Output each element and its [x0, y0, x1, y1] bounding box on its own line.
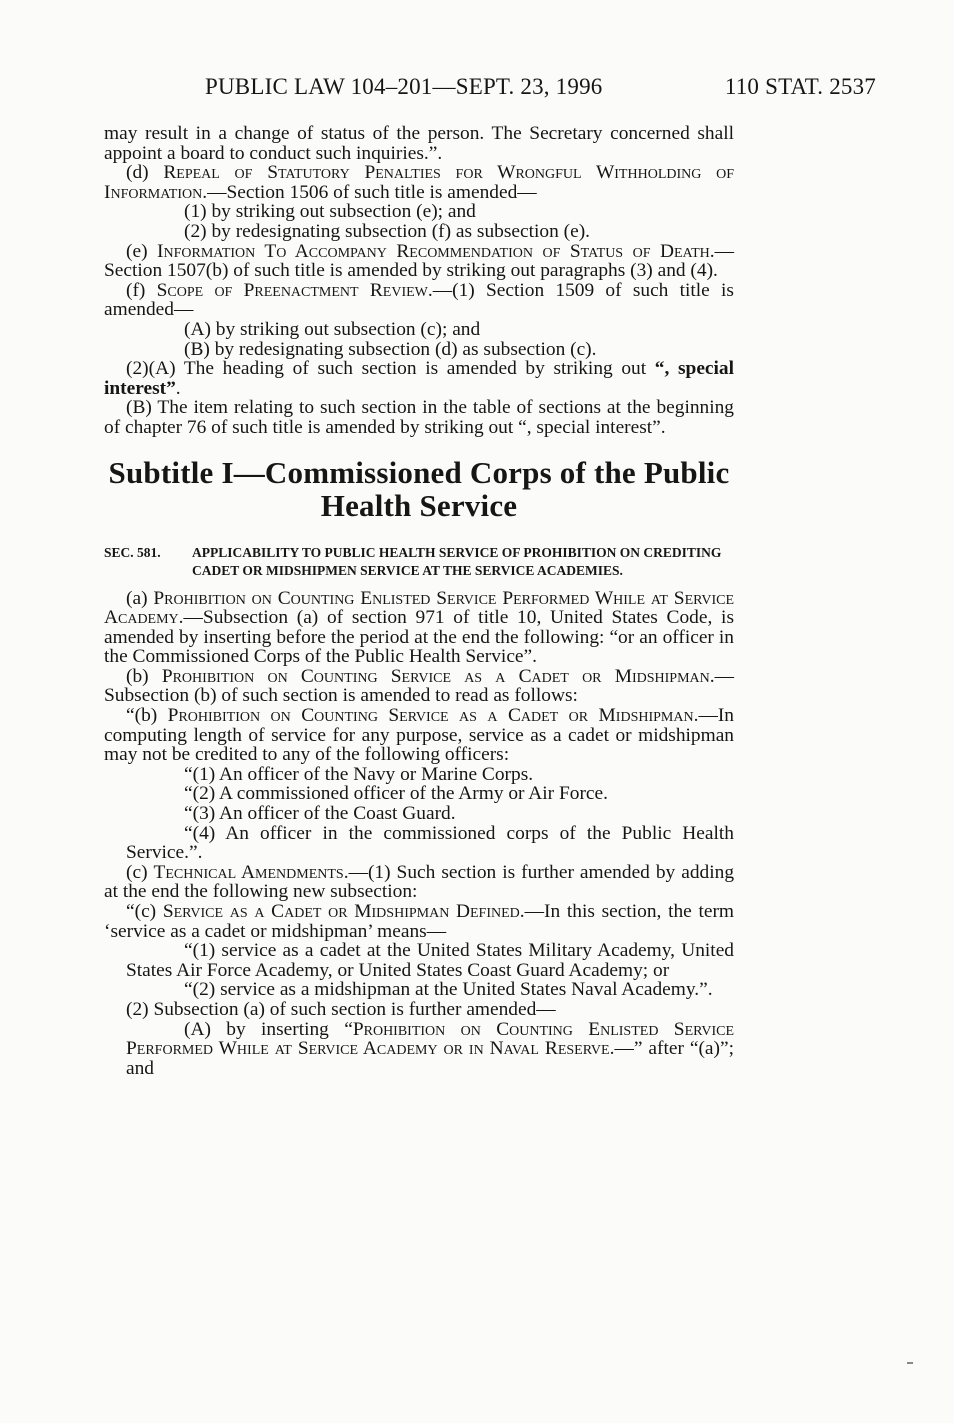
document-body [104, 124, 734, 1078]
bold-text: “, special interest” [104, 358, 735, 399]
paragraph-d2 [104, 222, 734, 242]
text: (A) by inserting “ [184, 1018, 353, 1040]
heading: Repeal of Statutory Penalties for Wrongful Withholding of Information. [104, 162, 734, 203]
text: —(1) Such section is further amended by adding at the end the following new subsection: [104, 861, 735, 903]
paragraph-continuation [104, 124, 734, 163]
paragraph-c2A [104, 1020, 734, 1079]
paragraph-quoted-b [104, 706, 734, 765]
scan-speck [907, 1362, 913, 1364]
paragraph-qc2 [104, 980, 734, 1000]
paragraph-q4 [104, 824, 734, 863]
text: —Section 1506 of such title is amended— [207, 181, 537, 203]
text: may result in a change of status of the person. The Secretary concerned shall appoint a board to conduct such inquiries.”. [104, 123, 734, 164]
paragraph-q3 [104, 804, 734, 824]
text: (2) Subsection (a) of such section is further amended— [126, 998, 556, 1020]
heading: Prohibition on Counting Service as a Cadet or Midshipman. [167, 705, 699, 727]
label: (f) [126, 279, 157, 301]
text: (A) by striking out subsection (c); and [184, 318, 481, 340]
label: (e) [126, 240, 158, 262]
text: “(3) An officer of the Coast Guard. [184, 803, 456, 825]
text: —In computing length of service for any purpose, service as a cadet or midshipman may not be credited to any of the following officers: [104, 705, 734, 766]
text: —” after “(a)”; and [126, 1038, 734, 1079]
label: (d) [126, 162, 164, 184]
text: “(4) An officer in the commissioned corps of the Public Health Service.”. [126, 822, 734, 864]
paragraph-qc1 [104, 941, 734, 980]
subtitle-heading: Subtitle I—Commissioned Corps of the Public Health Service [108, 454, 730, 523]
label: “(b) [126, 705, 168, 727]
text: “(1) service as a cadet at the United States Military Academy, United States Air Force Academy, or United States Coast Guard Academy; or [126, 940, 734, 981]
paragraph-c2 [104, 1000, 734, 1020]
text: (2) by redesignating subsection (f) as subsection (e). [184, 220, 591, 242]
paragraph-fB [104, 340, 734, 360]
paragraph-f2B [104, 398, 734, 437]
page-number: 110 STAT. 2537 [724, 74, 876, 99]
text: “(2) A commissioned officer of the Army or Air Force. [184, 783, 608, 805]
text: . [175, 377, 181, 399]
heading: Prohibition on Counting Enlisted Service Performed While at Service Academy or in Naval Reserve. [126, 1018, 734, 1060]
paragraph-f [104, 281, 734, 320]
paragraph-e [104, 242, 734, 281]
paragraph-b [104, 667, 734, 706]
heading: Service as a Cadet or Midshipman Defined. [162, 901, 525, 922]
paragraph-d [104, 163, 734, 202]
heading: Information To Accompany Recommendation of Status of Death. [157, 240, 715, 262]
text: “(1) An officer of the Navy or Marine Corps. [184, 763, 534, 785]
text: —In this section, the term ‘service as a cadet or midshipman’ means— [104, 901, 735, 942]
heading: Prohibition on Counting Service as a Cadet or Midshipman. [161, 665, 715, 687]
label: (a) [126, 587, 154, 609]
text: —(1) Section 1509 of such title is amended— [104, 279, 734, 321]
paragraph-fA [104, 320, 734, 340]
text: “(2) service as a midshipman at the United States Naval Academy.”. [184, 979, 713, 1001]
paragraph-q2 [104, 784, 734, 804]
text: —Subsection (b) of such section is amended to read as follows: [104, 665, 734, 707]
paragraph-d1 [104, 202, 734, 222]
text: (1) by striking out subsection (e); and [184, 201, 476, 223]
section-title: APPLICABILITY TO PUBLIC HEALTH SERVICE OF PROHIBITION ON CREDITING CADET OR MIDSHIPMEN SERVICE AT THE SERVICE ACADEMIES. [192, 544, 722, 578]
text: (B) by redesignating subsection (d) as subsection (c). [184, 338, 597, 360]
text: —Subsection (a) of section 971 of title 10, United States Code, is amended by inserting before the period at the end the following: “or an officer in the Commissioned Corps of the Public Health Service”. [104, 607, 734, 668]
paragraph-a [104, 589, 734, 667]
paragraph-q1 [104, 765, 734, 785]
heading: Scope of Preenactment Review. [156, 279, 433, 301]
label: “(c) [126, 901, 163, 922]
running-header [205, 74, 876, 100]
paragraph-f2A [104, 359, 734, 398]
text: (2)(A) The heading of such section is amended by striking out [126, 358, 655, 380]
paragraph-c [104, 863, 734, 902]
label: (b) [126, 665, 162, 687]
text: —Section 1507(b) of such title is amended by striking out paragraphs (3) and (4). [104, 240, 735, 282]
text: (B) The item relating to such section in the table of sections at the beginning of chapter 76 of such title is amended by striking out “, special interest”. [104, 397, 734, 438]
paragraph-quoted-c [104, 902, 734, 941]
label: (c) [126, 861, 154, 883]
heading: Technical Amendments. [153, 861, 349, 883]
heading: Prohibition on Counting Enlisted Service Performed While at Service Academy. [104, 587, 735, 629]
running-head-title: PUBLIC LAW 104–201—SEPT. 23, 1996 [205, 74, 603, 99]
section-number: SEC. 581. [104, 544, 161, 560]
section-heading [104, 544, 734, 580]
